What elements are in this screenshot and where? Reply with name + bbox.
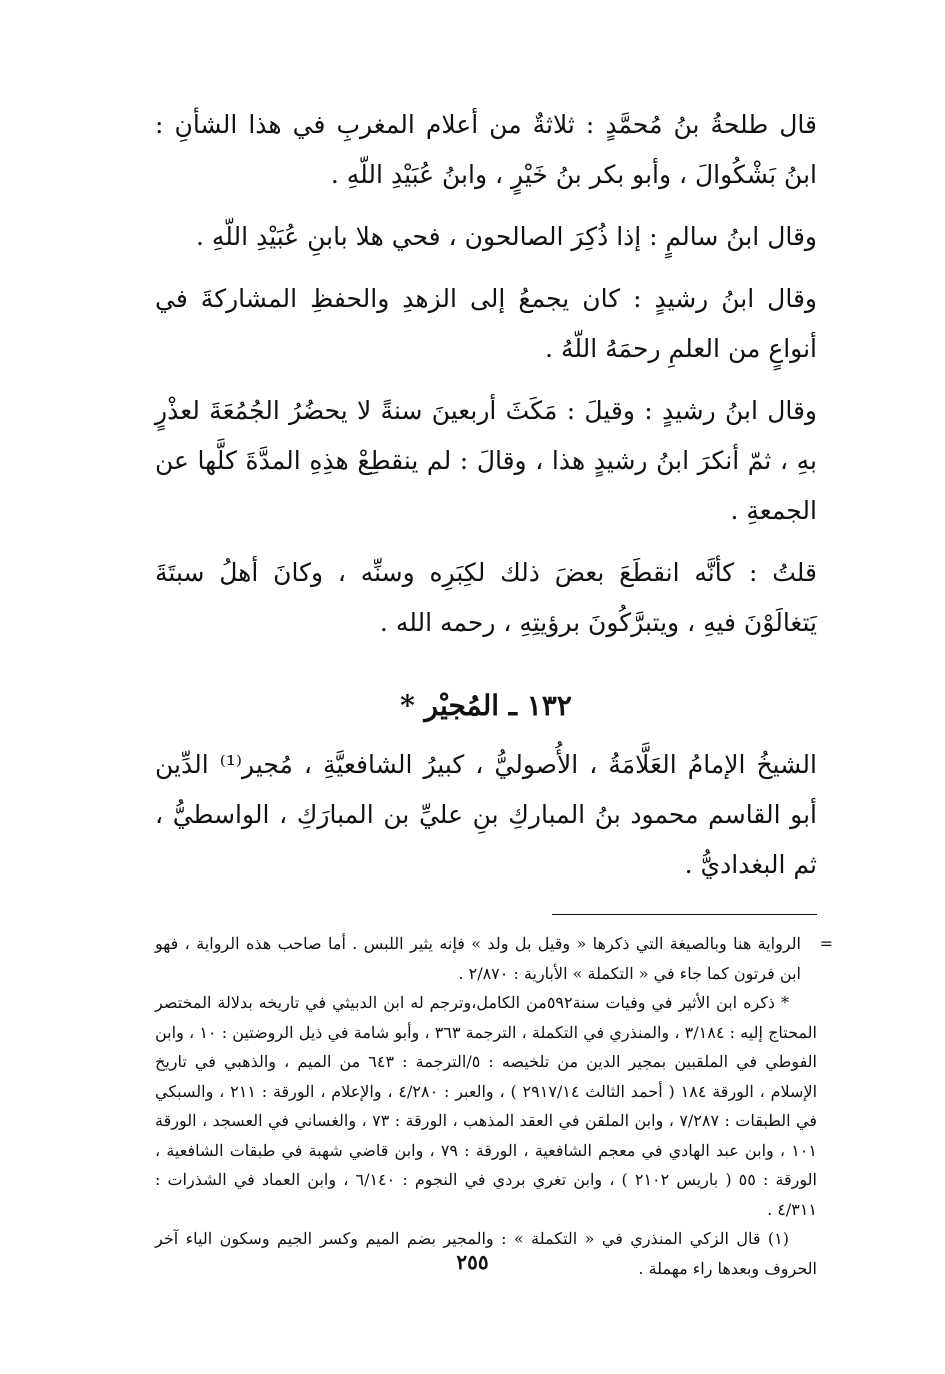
footnote-1: (١) قال الزكي المنذري في « التكملة » : والمجير بضم الميم وكسر الجيم وسكون الياء آخر الحروف وبعدها راء مهملة . bbox=[155, 1229, 817, 1278]
footnotes bbox=[155, 929, 833, 1283]
continuation-mark: = bbox=[819, 934, 833, 953]
page-number: ٢٥٥ bbox=[456, 1250, 489, 1274]
footnote-continuation bbox=[155, 929, 833, 988]
footnote-sources: * ذكره ابن الأثير في وفيات سنة٥٩٢من الكامل،وترجم له ابن الدبيثي في تاريخه بدلالة المختصر المحتاج إليه : ٣/١٨٤ ، والمنذري في التكملة ، الترجمة ٣٦٣ ، وأبو شامة في ذيل الروضتين : ١٠ ، وابن الفوطي في الملقبين بمجير الدين من تلخيصه : ٥/الترجمة : ٦٤٣ من الميم ، والذهبي في تاريخ الإسلام ، الورقة ١٨٤ ( أحمد الثالث ٢٩١٧/١٤ ) ، والعبر : ٤/٢٨٠ ، والإعلام ، الورقة : ٢١١ ، والسبكي في الطبقات : ٧/٢٨٧ ، وابن الملقن في العقد المذهب ، الورقة : ٧٣ ، والغساني في العسجد ، الورقة ١٠١ ، وابن عبد الهادي في معجم الشافعية ، الورقة : ٧٩ ، وابن قاضي شهبة في طبقات الشافعية ، الورقة : ٥٥ ( باريس ٢١٠٢ ) ، وابن تغري بردي في النجوم : ٦/١٤٠ ، وابن العماد في الشذرات : ٤/٣١١ . bbox=[155, 993, 818, 1219]
main-text bbox=[155, 100, 817, 890]
paragraph-author-comment: قلتُ : كأنَّه انقطَعَ بعضَ ذلك لكِبَرِه وسنِّه ، وكانَ أهلُ سبتَةَ يَتغالَوْنَ فيهِ ، ويتبرَّكُونَ برؤيتِهِ ، رحمه الله . bbox=[155, 558, 817, 637]
book-page bbox=[155, 100, 833, 1283]
footnote-separator bbox=[552, 914, 817, 915]
entry-paragraph: الشيخُ الإمامُ العَلَّامَةُ ، الأُصوليُّ ، كبيرُ الشافعيَّةِ ، مُجير⁽¹⁾ الدِّين أبو القاسم محمود بنُ المباركِ بنِ عليِّ بن المبارَكِ ، الواسطيُّ ، ثم البغداديُّ . bbox=[155, 750, 817, 879]
paragraph-talha-quote: قال طلحةُ بنُ مُحمَّدٍ : ثلاثةٌ من أعلام المغربِ في هذا الشأنِ : ابنُ بَشْكُوالَ ، وأبو بكر بنُ خَيْرٍ ، وابنُ عُبَيْدِ اللّهِ . bbox=[155, 110, 817, 189]
entry-heading: ١٣٢ ـ المُجيْر * bbox=[400, 689, 572, 722]
paragraph-ibn-salim-quote: وقال ابنُ سالمٍ : إذا ذُكِرَ الصالحون ، فحي هلا بابنِ عُبَيْدِ اللّهِ . bbox=[195, 222, 817, 251]
footnote-continuation-text: الرواية هنا وبالصيغة التي ذكرها « وقيل بل ولد » فإنه يثير اللبس . أما صاحب هذه الرواية ، فهو ابن فرتون كما جاء في « التكملة » الأبارية : ٢/٨٧٠ . bbox=[155, 934, 801, 983]
paragraph-ibn-rashid-second-quote: وقال ابنُ رشيدٍ : وقيلَ : مَكَثَ أربعينَ سنةً لا يحضُرُ الجُمُعَةَ لعذْرٍ بهِ ، ثمّ أنكرَ ابنُ رشيدٍ هذا ، وقالَ : لم ينقطِعْ هذِهِ المدَّةَ كلَّها عن الجمعةِ . bbox=[155, 396, 817, 525]
paragraph-ibn-rashid-quote: وقال ابنُ رشيدٍ : كان يجمعُ إلى الزهدِ والحفظِ المشاركةَ في أنواعٍ من العلمِ رحمَهُ اللّهُ . bbox=[155, 284, 817, 363]
